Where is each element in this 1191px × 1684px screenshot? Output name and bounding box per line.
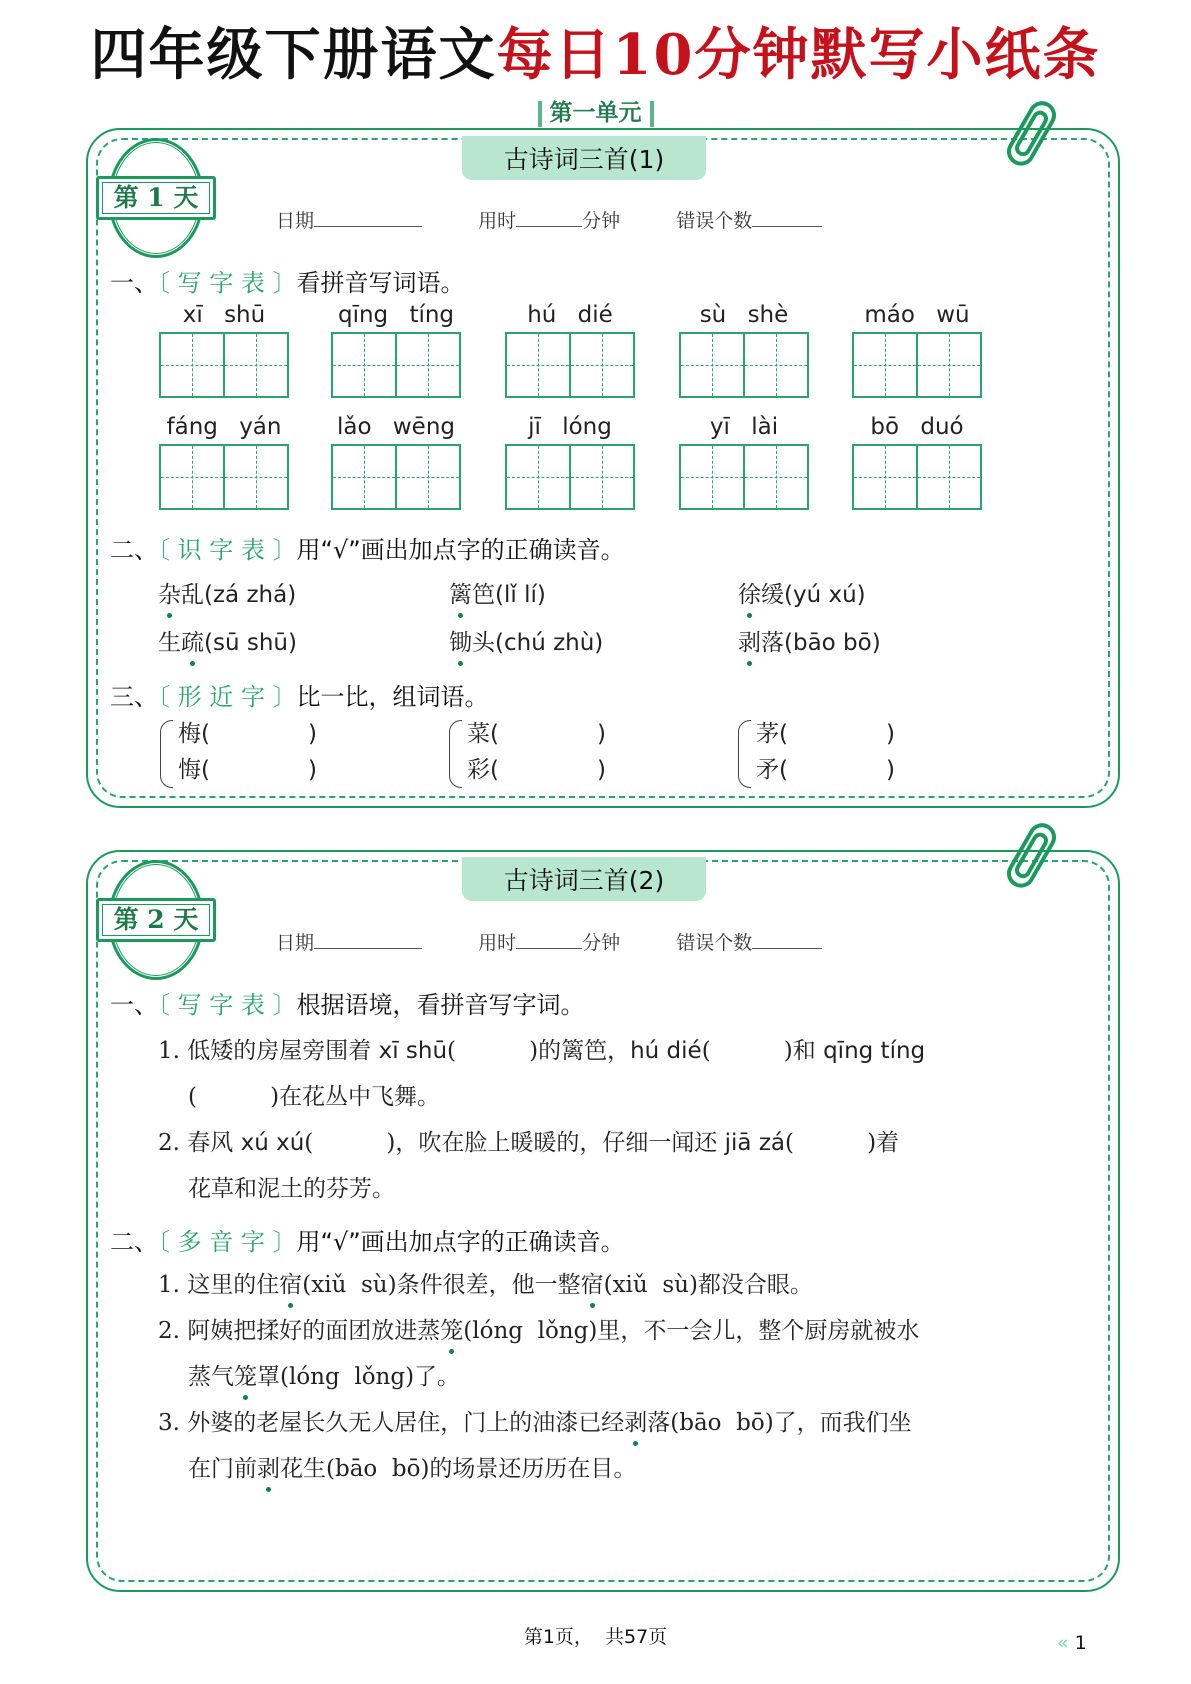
writing-grid[interactable] xyxy=(159,332,289,398)
meta-row xyxy=(276,206,822,233)
fill-sentence-2[interactable]: 2. 春风 xú xú( )，吹在脸上暖暖的，仔细一闻还 jiā zá( )着 xyxy=(158,1130,900,1156)
writing-grid[interactable] xyxy=(679,444,809,510)
pinyin-write-item: sù shè xyxy=(679,298,809,398)
polyphone-sentence-3[interactable]: 3. 外婆的老屋长久无人居住，门上的油漆已经剥落(bāo bō)了，而我们坐 xyxy=(158,1410,912,1436)
pronunciation-item[interactable]: 徐缓(yú xú) xyxy=(738,582,866,608)
writing-grid[interactable] xyxy=(852,444,982,510)
word-input[interactable]: 茅( ) xyxy=(756,721,895,747)
decor-bar-left xyxy=(538,101,542,127)
fill-sentence-1[interactable]: 1. 低矮的房屋旁围着 xī shū( )的篱笆，hú dié( )和 qīng tíng xyxy=(158,1038,926,1064)
writing-grid[interactable] xyxy=(331,444,461,510)
meta-row xyxy=(276,928,822,955)
paperclip-icon xyxy=(1000,818,1060,898)
word-input[interactable]: 梅( ) xyxy=(178,721,317,747)
double-chevron-left-icon: « xyxy=(1057,1632,1069,1654)
errors-label: 错误个数 xyxy=(676,932,753,954)
lesson-subtitle: 古诗词三首(2) xyxy=(462,857,706,901)
title-red-part: 每日10分钟默写小纸条 xyxy=(496,22,1101,88)
pronunciation-item[interactable]: 剥落(bāo bō) xyxy=(738,630,881,656)
date-field[interactable] xyxy=(314,932,422,949)
word-input[interactable]: 菜( ) xyxy=(467,721,606,747)
page-indicator: 第1页， 共57页 xyxy=(523,1626,668,1648)
date-label: 日期 xyxy=(276,210,315,232)
unit-text: 第一单元 xyxy=(549,99,642,126)
pronunciation-item[interactable]: 杂乱(zá zhá) xyxy=(158,582,297,608)
errors-label: 错误个数 xyxy=(676,210,753,232)
section-tag: 〔 多 音 字 〕 xyxy=(158,1228,297,1256)
title-black-part: 四年级下册语文 xyxy=(90,22,497,88)
pinyin-write-item: lǎo wēng xyxy=(331,410,461,510)
polyphone-sentence-3-cont[interactable]: 在门前剥花生(bāo bō)的场景还历历在目。 xyxy=(188,1456,637,1482)
page-number: « 1 xyxy=(1057,1632,1087,1654)
time-unit: 分钟 xyxy=(582,932,621,954)
pinyin-write-item: máo wū xyxy=(852,298,982,398)
fill-sentence-2-cont: 花草和泥土的芬芳。 xyxy=(188,1176,395,1202)
paperclip-icon xyxy=(1000,96,1060,176)
date-label: 日期 xyxy=(276,932,315,954)
time-field[interactable] xyxy=(516,932,582,949)
similar-char-pair xyxy=(738,716,895,788)
question-2-heading: 二、〔 识 字 表 〕用“√”画出加点字的正确读音。 xyxy=(110,536,625,564)
section-tag: 〔 写 字 表 〕 xyxy=(158,991,297,1019)
pinyin-write-item: xī shū xyxy=(159,298,289,398)
pinyin-write-item: bō duó xyxy=(852,410,982,510)
fill-sentence-1-cont[interactable]: ( )在花丛中飞舞。 xyxy=(188,1084,441,1110)
time-label: 用时 xyxy=(478,932,517,954)
decor-bar-right xyxy=(650,101,654,127)
question-1-heading: 一、〔 写 字 表 〕根据语境，看拼音写字词。 xyxy=(110,991,585,1019)
writing-grid[interactable] xyxy=(679,332,809,398)
day-badge xyxy=(96,860,216,980)
brace-icon xyxy=(738,720,751,788)
polyphone-sentence-2[interactable]: 2. 阿姨把揉好的面团放进蒸笼(lóng lǒng)里，不一会儿，整个厨房就被水 xyxy=(158,1318,920,1344)
writing-grid[interactable] xyxy=(159,444,289,510)
polyphone-sentence-1[interactable]: 1. 这里的住宿(xiǔ sù)条件很差，他一整宿(xiǔ sù)都没合眼。 xyxy=(158,1272,813,1298)
brace-icon xyxy=(449,720,462,788)
section-tag: 〔 写 字 表 〕 xyxy=(158,269,297,297)
date-field[interactable] xyxy=(314,210,422,227)
day-label: 第 2 天 xyxy=(96,898,216,942)
writing-grid[interactable] xyxy=(505,332,635,398)
question-1-heading: 一、〔 写 字 表 〕看拼音写词语。 xyxy=(110,269,465,297)
errors-field[interactable] xyxy=(752,210,822,227)
word-input[interactable]: 矛( ) xyxy=(756,757,895,783)
similar-char-pair xyxy=(160,716,317,788)
pinyin-write-item: jī lóng xyxy=(505,410,635,510)
section-tag: 〔 形 近 字 〕 xyxy=(158,683,297,711)
word-input[interactable]: 悔( ) xyxy=(178,757,317,783)
similar-char-pair xyxy=(449,716,606,788)
word-input[interactable]: 彩( ) xyxy=(467,757,606,783)
document-title xyxy=(0,20,1191,90)
question-2-heading: 二、〔 多 音 字 〕用“√”画出加点字的正确读音。 xyxy=(110,1228,625,1256)
brace-icon xyxy=(160,720,173,788)
writing-grid[interactable] xyxy=(505,444,635,510)
pinyin-write-item: qīng tíng xyxy=(331,298,461,398)
pinyin-write-item: yī lài xyxy=(679,410,809,510)
writing-grid[interactable] xyxy=(852,332,982,398)
day-label: 第 1 天 xyxy=(96,176,216,220)
time-label: 用时 xyxy=(478,210,517,232)
pinyin-write-item: hú dié xyxy=(505,298,635,398)
lesson-subtitle: 古诗词三首(1) xyxy=(462,136,706,180)
pronunciation-item[interactable]: 生疏(sū shū) xyxy=(158,630,297,656)
pronunciation-item[interactable]: 篱笆(lǐ lí) xyxy=(449,582,546,608)
errors-field[interactable] xyxy=(752,932,822,949)
day-badge xyxy=(96,138,216,258)
question-3-heading: 三、〔 形 近 字 〕比一比，组词语。 xyxy=(110,683,489,711)
time-field[interactable] xyxy=(516,210,582,227)
time-unit: 分钟 xyxy=(582,210,621,232)
section-tag: 〔 识 字 表 〕 xyxy=(158,536,297,564)
polyphone-sentence-2-cont[interactable]: 蒸气笼罩(lóng lǒng)了。 xyxy=(188,1364,461,1390)
writing-grid[interactable] xyxy=(331,332,461,398)
pinyin-write-item: fáng yán xyxy=(159,410,289,510)
pronunciation-item[interactable]: 锄头(chú zhù) xyxy=(449,630,604,656)
